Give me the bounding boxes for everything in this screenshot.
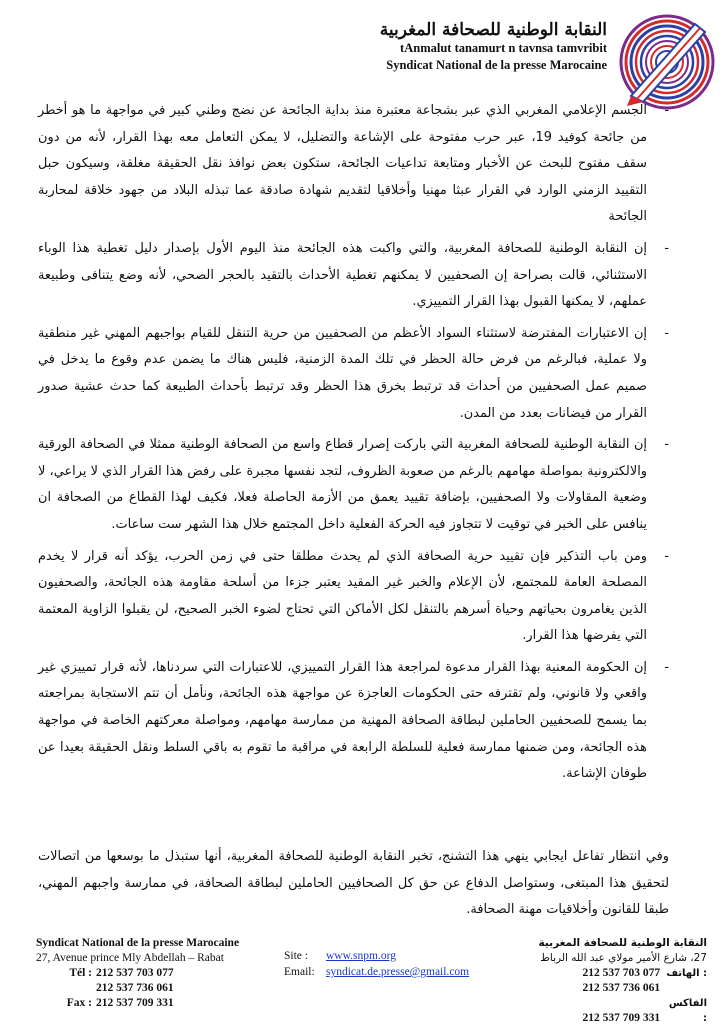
bullet-dash: - — [664, 548, 669, 564]
footer-fax-row — [507, 996, 707, 1026]
footer-phone-row — [36, 981, 266, 996]
phone-number: 212 537 703 077 — [96, 967, 174, 979]
footer-fax-row — [36, 996, 266, 1011]
org-name-tamazight: tAnmalut tanamurt n tavnsa tamvribit — [400, 41, 607, 55]
paragraph-text: إن الاعتبارات المفترضة لاستثناء السواد الأعظم من الصحفيين من حرية التنقل للقيام بواجبهم المهني غير منطقية ولا عملية، فبالرغم من فرض حالة الحظر في تلك المدة الزمنية، فليس هناك ما يضمن عدم وقوع ما يدخل في صميم عمل الصحفيين من أحداث قد ترتبط بخرق هذا الحظر وقد ترتبط بأحداث الطبيعة كما حدث عشية صدور القرار من فيضانات بعدد من المدن. — [38, 325, 647, 421]
paragraph-text: ومن باب التذكير فإن تقييد حرية الصحافة الذي لم يحدث مطلقا حتى في زمن الحرب، يؤكد أنه قرار لا يخدم المصلحة العامة للمجتمع، لأن الإعلام والخبر غير المقيد يعتبر جزءا من أسلحة مقاومة هذه الجائحة، والصحفيون الذين يغامرون بحياتهم وحياة أسرهم بالتنقل لكل الأماكن التي تحتاج لضوء الخبر الصحيح، لن يقبلوا الزاوية المعتمة التي يفرضها هذا القرار. — [38, 548, 647, 644]
footer-site-row — [284, 948, 484, 964]
org-name-arabic: النقابة الوطنية للصحافة المغربية — [379, 20, 607, 40]
paragraph-text: إن الحكومة المعنية بهذا القرار مدعوة لمراجعة هذا القرار التمييزي، للاعتبارات التي سردناها، لأنه قرار تمييزي غير واقعي ولا قانوني، ولم تقترفه حتى الحكومات العاجزة عن مواجهة هذه الجائحة، ونأمل أن تتم الاستجابة بمراجعته بما يسمح للصحفيين الحاملين لبطاقة الصحافة المهنية من ممارسة مهامهم، ومواصلة معركتهم الخاصة في مواجهة هذه الجائحة، ومن ضمنها ممارسة فعلية للسلطة الرابعة في مراقبة ما تقوم به باقي السلط ونقل الحقيقة بعيدا عن طوفان الإشاعة. — [38, 659, 647, 782]
bullet-dash: - — [664, 240, 669, 256]
email-link[interactable]: syndicat.de.presse@gmail.com — [326, 966, 470, 978]
bullet-dash: - — [664, 437, 669, 453]
fax-label: Fax : — [66, 997, 92, 1009]
closing-paragraph: وفي انتظار تفاعل ايجابي ينهي هذا التشنج، تخبر النقابة الوطنية للصحافة المغربية، أنها ستبذل ما بوسعها من اتصالات لتحقيق هذا المبتغى، وستواصل الدفاع عن حق كل الصحافيين الحاملين لبطاقة الصحافة، في ممارسة واجبهم المهني، طبقا للقانون وأخلاقيات مهنة الصحافة. — [38, 849, 669, 918]
site-label: Site : — [284, 950, 308, 962]
phone-label: الهاتف : — [666, 968, 707, 979]
footer-french-contact — [36, 936, 266, 1011]
footer-address-french: 27, Avenue prince Mly Abdellah – Rabat — [36, 952, 224, 964]
paragraph-text: الجسم الإعلامي المغربي الذي عبر بشجاعة معتبرة منذ بداية الجائحة عن نضج وطني كبير في مواجهة ما هو أخطر من جائحة كوفيد 19، عبر حرب مفتوحة على الإشاعة والتضليل، لا يمكن التعامل معه بهذا القرار، لأنه من دون سقف مفتوح للبحث عن الأخبار ومتابعة تداعيات الجائحة، ستكون بعض نوافذ نقل الحقيقة مغلقة، وسيكون حبل التقييد الزمني الوارد في القرار عبثا مهنيا وأخلاقيا لتقديم شهادة صادقة عما تبذله البلاد من جهود خلاقة لمحاربة الجائحة — [38, 103, 648, 225]
bullet-dash: - — [664, 325, 669, 341]
letter-footer — [0, 936, 727, 1024]
footer-phone-row — [36, 966, 266, 981]
letterhead-titles — [327, 20, 607, 74]
footer-email-row — [284, 964, 484, 980]
phone-number: 212 537 703 077 — [582, 967, 661, 979]
body-paragraph — [38, 321, 669, 427]
body-paragraph — [38, 655, 669, 788]
org-name-french: Syndicat National de la presse Marocaine — [386, 58, 607, 72]
phone-label: Tél : — [69, 967, 92, 979]
footer-arabic-contact — [507, 936, 707, 1026]
footer-address-arabic: 27، شارع الأمير مولاي عبد الله الرباط — [540, 952, 707, 964]
fax-label: الفاكس : — [668, 998, 707, 1024]
body-paragraph — [38, 236, 669, 316]
letter-body — [38, 98, 669, 793]
footer-org-name-arabic: النقابة الوطنية للصحافة المغربية — [538, 937, 707, 949]
body-paragraph — [38, 544, 669, 650]
phone-number: 212 537 736 061 — [582, 982, 661, 994]
footer-org-name-french: Syndicat National de la presse Marocaine — [36, 937, 240, 949]
body-paragraph — [38, 98, 669, 231]
fax-number: 212 537 709 331 — [96, 997, 174, 1009]
paragraph-text: إن النقابة الوطنية للصحافة المغربية، والتي واكبت هذه الجائحة منذ اليوم الأول بإصدار دليل تغطية هذا الوباء الاستثنائي، قالت بصراحة إن الصحفيين لا يمكنهم تغطية الأحداث بالتقيد بالحجر الصحي، لأنه وضع يتنافى وطبيعة عملهم، لا يمكنها القبول بهذا القرار التمييزي. — [38, 240, 647, 310]
body-paragraph — [38, 432, 669, 538]
bullet-dash: - — [664, 659, 669, 675]
paragraph-text: إن النقابة الوطنية للصحافة المغربية التي باركت إصرار قطاع واسع من الصحافة الوطنية ممثلا في الصحافة الورقية والالكترونية بمواصلة مهامهم بالرغم من صعوبة الظروف، لتجد نفسها مجبرة على رفض هذا القرار الذي لا يراعي، لا وضعية المقاولات ولا الصحفيين، بإضافة تقييد يعمق من الأزمة الحاصلة فعلا، فكيف لهذا القطاع من الصحافة ان ينافس على الخبر في توقيت لا تتجاوز فيه الحركة الفعلية داخل المجتمع خلال هذا الشهر ست ساعات. — [38, 437, 647, 532]
fax-number: 212 537 709 331 — [582, 1012, 661, 1024]
email-label: Email: — [284, 966, 315, 978]
site-link[interactable]: www.snpm.org — [326, 950, 396, 962]
letterhead — [0, 6, 727, 96]
footer-phone-row — [507, 966, 707, 981]
bullet-dash: - — [664, 103, 669, 118]
footer-phone-row — [507, 981, 707, 996]
phone-number: 212 537 736 061 — [96, 982, 174, 994]
footer-web-contact — [284, 948, 484, 980]
